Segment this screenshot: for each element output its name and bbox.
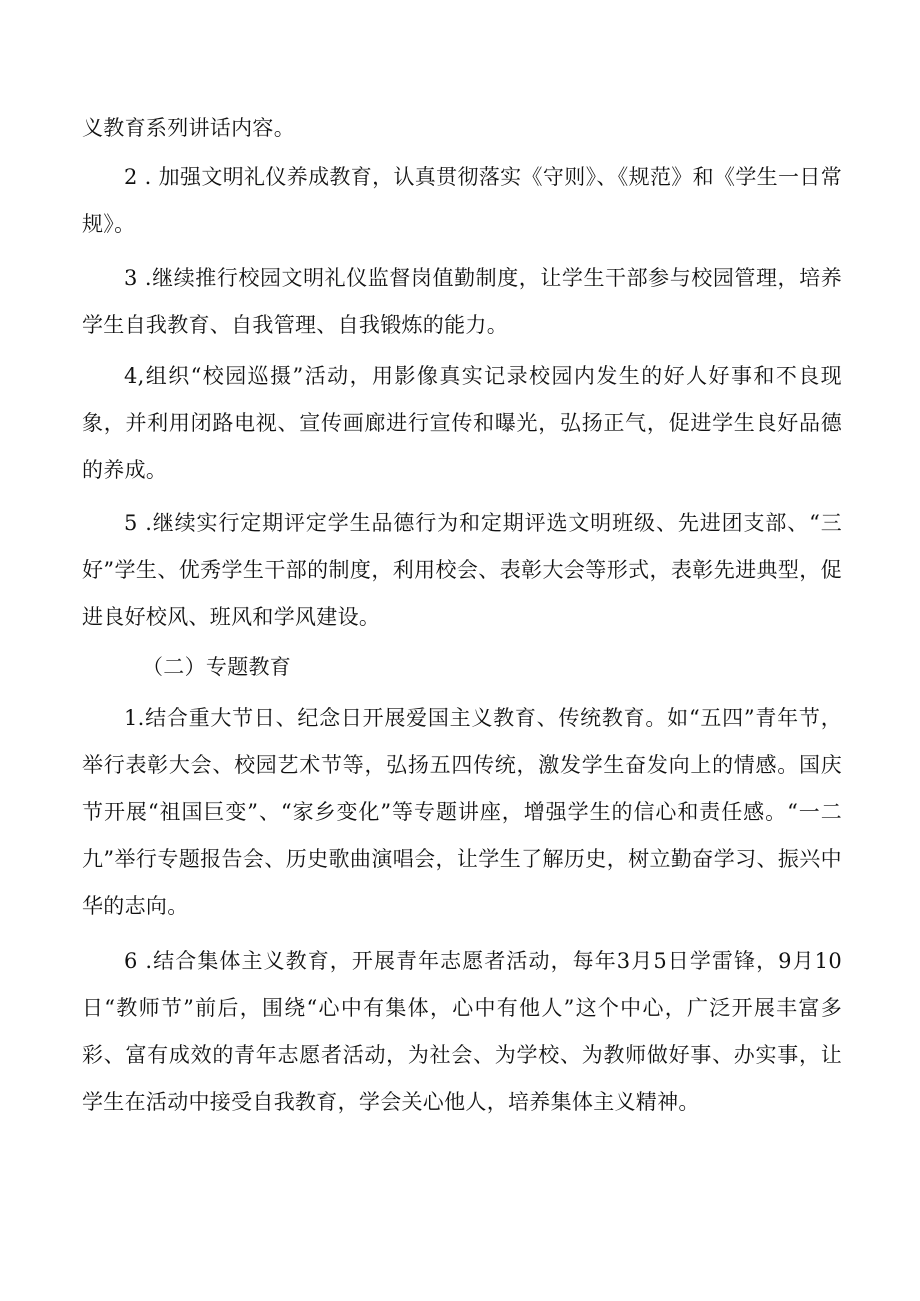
paragraph-special-1 [82, 695, 842, 930]
paragraph-special-6 [82, 938, 842, 1126]
paragraph-continuation [82, 105, 842, 152]
paragraph-item-2 [82, 154, 842, 248]
heading-text: （二）专题教育 [142, 655, 292, 679]
paragraph-item-5 [82, 500, 842, 641]
paragraph-text: 3 .继续推行校园文明礼仪监督岗值勤制度，让学生干部参与校园管理，培养学生自我教育、自我管理、自我锻炼的能力。 [82, 266, 842, 337]
paragraph-text: 1.结合重大节日、纪念日开展爱国主义教育、传统教育。如“五四”青年节，举行表彰大会、校园艺术节等，弘扬五四传统，激发学生奋发向上的情感。国庆节开展“祖国巨变”、“家乡变化”等专题讲座，增强学生的信心和责任感。“一二九”举行专题报告会、历史歌曲演唱会，让学生了解历史，树立勤奋学习、振兴中华的志向。 [82, 706, 842, 918]
paragraph-text: 4,组织“校园巡摄”活动，用影像真实记录校园内发生的好人好事和不良现象，并利用闭路电视、宣传画廊进行宣传和曝光，弘扬正气，促进学生良好品德的养成。 [82, 364, 842, 482]
paragraph-text: 义教育系列讲话内容。 [82, 116, 295, 140]
paragraph-text: 6 .结合集体主义教育，开展青年志愿者活动，每年3月5日学雷锋，9月10日“教师节”前后，围绕“心中有集体，心中有他人”这个中心，广泛开展丰富多彩、富有成效的青年志愿者活动，为社会、为学校、为教师做好事、办实事，让学生在活动中接受自我教育，学会关心他人，培养集体主义精神。 [82, 949, 842, 1114]
paragraph-text: 2 . 加强文明礼仪养成教育，认真贯彻落实《守则》、《规范》和《学生一日常规》。 [82, 165, 842, 236]
paragraph-item-4 [82, 353, 842, 494]
paragraph-item-3 [82, 255, 842, 349]
paragraph-text: 5 .继续实行定期评定学生品德行为和定期评选文明班级、先进团支部、“三好”学生、优秀学生干部的制度，利用校会、表彰大会等形式，表彰先进典型，促进良好校风、班风和学风建设。 [82, 511, 842, 629]
section-heading [82, 644, 842, 691]
